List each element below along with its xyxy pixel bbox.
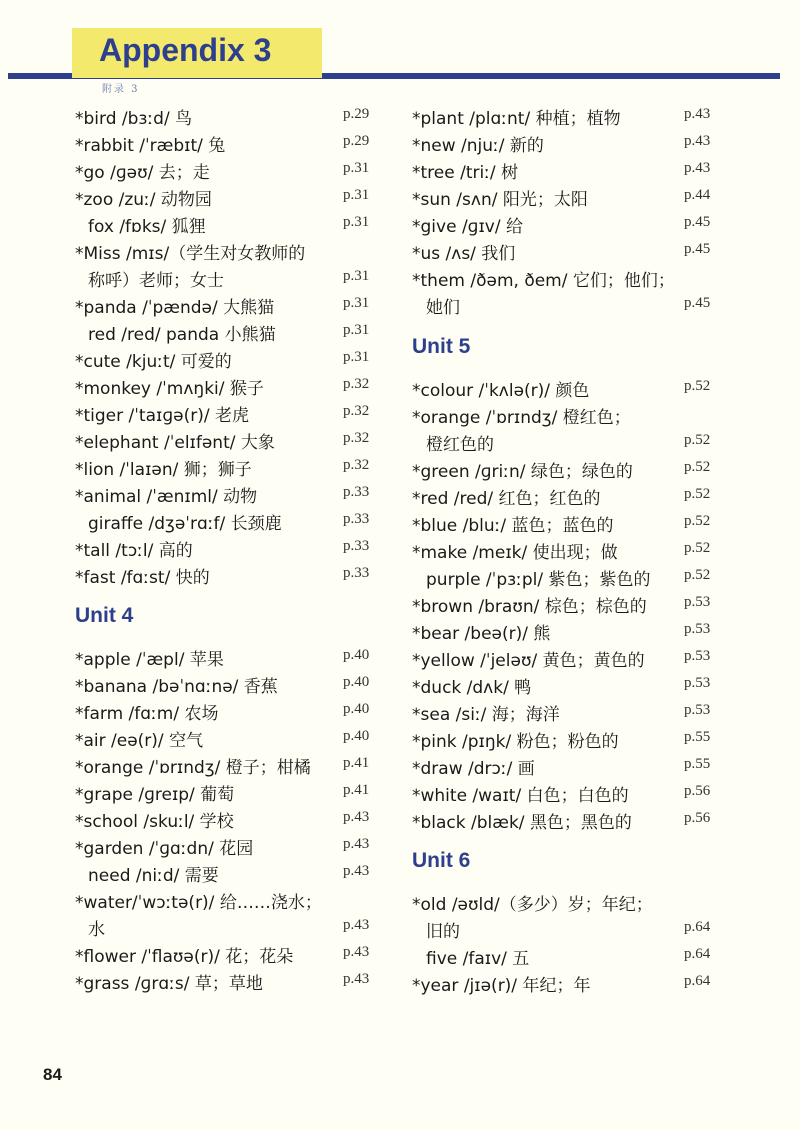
page-reference: p.52 (684, 567, 711, 583)
vocab-entry: need /niːd/ 需要 (88, 866, 219, 886)
page-reference: p.33 (343, 565, 370, 581)
vocab-entry: *Miss /mɪs/（学生对女教师的 (75, 244, 306, 264)
page-reference: p.52 (684, 513, 711, 529)
page-reference: p.33 (343, 538, 370, 554)
vocab-entry: *sun /sʌn/ 阳光；太阳 (412, 190, 588, 210)
page-reference: p.52 (684, 540, 711, 556)
vocab-entry: *animal /ˈænɪml/ 动物 (75, 487, 258, 507)
vocab-entry: *green /ɡriːn/ 绿色；绿色的 (412, 462, 633, 482)
vocab-entry: five /faɪv/ 五 (426, 949, 530, 969)
page-reference: p.52 (684, 378, 711, 394)
page-reference: p.43 (343, 863, 370, 879)
page-reference: p.40 (343, 674, 370, 690)
page-reference: p.29 (343, 133, 370, 149)
page-reference: p.31 (343, 268, 370, 284)
vocab-entry: *grass /ɡrɑːs/ 草；草地 (75, 974, 263, 994)
page-reference: p.53 (684, 621, 711, 637)
page-reference: p.31 (343, 187, 370, 203)
page-reference: p.64 (684, 946, 711, 962)
page-subtitle: 附录 3 (102, 84, 140, 95)
vocab-entry: *flower /ˈflaʊə(r)/ 花；花朵 (75, 947, 294, 967)
page-reference: p.53 (684, 594, 711, 610)
unit-heading: Unit 5 (412, 335, 471, 358)
vocab-entry: *orange /ˈɒrɪndʒ/ 橙子；柑橘 (75, 758, 311, 778)
vocab-entry: *lion /ˈlaɪən/ 狮；狮子 (75, 460, 252, 480)
vocab-entry: *plant /plɑːnt/ 种植；植物 (412, 109, 621, 129)
vocab-entry: 橙红色的 (426, 435, 494, 455)
vocab-entry: *black /blæk/ 黑色；黑色的 (412, 813, 632, 833)
vocab-entry: *banana /bəˈnɑːnə/ 香蕉 (75, 677, 278, 697)
page-reference: p.33 (343, 484, 370, 500)
vocab-entry: *duck /dʌk/ 鸭 (412, 678, 532, 698)
vocab-entry: giraffe /dʒəˈrɑːf/ 长颈鹿 (88, 514, 282, 534)
page-reference: p.45 (684, 295, 711, 311)
vocab-entry: 旧的 (426, 922, 460, 942)
vocab-entry: *them /ðəm, ðem/ 它们；他们； (412, 271, 675, 291)
page-reference: p.43 (343, 917, 370, 933)
vocab-entry: *grape /ɡreɪp/ 葡萄 (75, 785, 235, 805)
vocab-entry: *new /njuː/ 新的 (412, 136, 544, 156)
vocab-entry: *blue /bluː/ 蓝色；蓝色的 (412, 516, 614, 536)
vocab-entry: *make /meɪk/ 使出现；做 (412, 543, 618, 563)
page-reference: p.43 (343, 836, 370, 852)
vocab-entry: *school /skuːl/ 学校 (75, 812, 234, 832)
vocab-entry: *brown /braʊn/ 棕色；棕色的 (412, 597, 647, 617)
page-reference: p.53 (684, 675, 711, 691)
vocab-entry: *air /eə(r)/ 空气 (75, 731, 204, 751)
vocab-entry: *yellow /ˈjeləʊ/ 黄色；黄色的 (412, 651, 645, 671)
page-reference: p.31 (343, 295, 370, 311)
vocab-entry: *red /red/ 红色；红色的 (412, 489, 601, 509)
vocab-entry: *orange /ˈɒrɪndʒ/ 橙红色； (412, 408, 631, 428)
vocab-entry: *fast /fɑːst/ 快的 (75, 568, 210, 588)
page-reference: p.43 (343, 971, 370, 987)
page-reference: p.31 (343, 322, 370, 338)
page-reference: p.56 (684, 810, 711, 826)
page-title: Appendix 3 (99, 32, 272, 68)
unit-heading: Unit 4 (75, 604, 134, 627)
page-reference: p.53 (684, 702, 711, 718)
vocab-entry: *tree /triː/ 树 (412, 163, 519, 183)
vocab-entry: *rabbit /ˈræbɪt/ 兔 (75, 136, 226, 156)
page-reference: p.45 (684, 241, 711, 257)
page-reference: p.45 (684, 214, 711, 230)
vocab-entry: 水 (88, 920, 105, 940)
page-reference: p.40 (343, 647, 370, 663)
page-reference: p.31 (343, 349, 370, 365)
page-reference: p.31 (343, 214, 370, 230)
page-reference: p.43 (343, 809, 370, 825)
page-reference: p.33 (343, 511, 370, 527)
page-reference: p.43 (343, 944, 370, 960)
vocab-entry: *panda /ˈpændə/ 大熊猫 (75, 298, 275, 318)
vocab-entry: *elephant /ˈelɪfənt/ 大象 (75, 433, 275, 453)
vocab-entry: *pink /pɪŋk/ 粉色；粉色的 (412, 732, 619, 752)
vocab-entry: *white /waɪt/ 白色；白色的 (412, 786, 629, 806)
page-reference: p.53 (684, 648, 711, 664)
vocab-entry: *year /jɪə(r)/ 年纪；年 (412, 976, 591, 996)
vocab-entry: *garden /ˈɡɑːdn/ 花园 (75, 839, 254, 859)
vocab-entry: *give /ɡɪv/ 给 (412, 217, 523, 237)
page-reference: p.64 (684, 973, 711, 989)
vocab-entry: *go /ɡəʊ/ 去；走 (75, 163, 210, 183)
vocab-entry: 她们 (426, 298, 460, 318)
page-reference: p.56 (684, 783, 711, 799)
vocab-entry: *tall /tɔːl/ 高的 (75, 541, 193, 561)
page-reference: p.40 (343, 701, 370, 717)
page-reference: p.43 (684, 106, 711, 122)
page-reference: p.52 (684, 432, 711, 448)
vocab-entry: *old /əʊld/（多少）岁；年纪； (412, 895, 653, 915)
page-reference: p.64 (684, 919, 711, 935)
page-reference: p.55 (684, 729, 711, 745)
vocab-entry: *farm /fɑːm/ 农场 (75, 704, 219, 724)
page-reference: p.29 (343, 106, 370, 122)
page-reference: p.32 (343, 403, 370, 419)
vocab-entry: *zoo /zuː/ 动物园 (75, 190, 212, 210)
vocab-entry: purple /ˈpɜːpl/ 紫色；紫色的 (426, 570, 651, 590)
vocab-entry: *colour /ˈkʌlə(r)/ 颜色 (412, 381, 590, 401)
unit-heading: Unit 6 (412, 849, 471, 872)
vocab-entry: 称呼）老师；女士 (88, 271, 224, 291)
page-reference: p.31 (343, 160, 370, 176)
vocab-entry: *apple /ˈæpl/ 苹果 (75, 650, 224, 670)
page-reference: p.32 (343, 457, 370, 473)
vocab-entry: *water/ˈwɔːtə(r)/ 给……浇水； (75, 893, 322, 913)
vocab-entry: red /red/ panda 小熊猫 (88, 325, 276, 345)
page-reference: p.41 (343, 755, 370, 771)
page-reference: p.41 (343, 782, 370, 798)
vocab-entry: fox /fɒks/ 狐狸 (88, 217, 206, 237)
vocab-entry: *draw /drɔː/ 画 (412, 759, 535, 779)
page-reference: p.43 (684, 160, 711, 176)
page-reference: p.55 (684, 756, 711, 772)
page-reference: p.44 (684, 187, 711, 203)
vocab-entry: *tiger /ˈtaɪɡə(r)/ 老虎 (75, 406, 249, 426)
page-reference: p.43 (684, 133, 711, 149)
page-reference: p.52 (684, 459, 711, 475)
page-reference: p.52 (684, 486, 711, 502)
vocab-entry: *us /ʌs/ 我们 (412, 244, 516, 264)
vocab-entry: *bird /bɜːd/ 鸟 (75, 109, 193, 129)
page-number: 84 (43, 1065, 62, 1084)
vocab-entry: *bear /beə(r)/ 熊 (412, 624, 551, 644)
page-reference: p.32 (343, 430, 370, 446)
vocab-entry: *sea /siː/ 海；海洋 (412, 705, 560, 725)
page-reference: p.32 (343, 376, 370, 392)
vocab-entry: *cute /kjuːt/ 可爱的 (75, 352, 232, 372)
page-reference: p.40 (343, 728, 370, 744)
vocab-entry: *monkey /ˈmʌŋki/ 猴子 (75, 379, 264, 399)
